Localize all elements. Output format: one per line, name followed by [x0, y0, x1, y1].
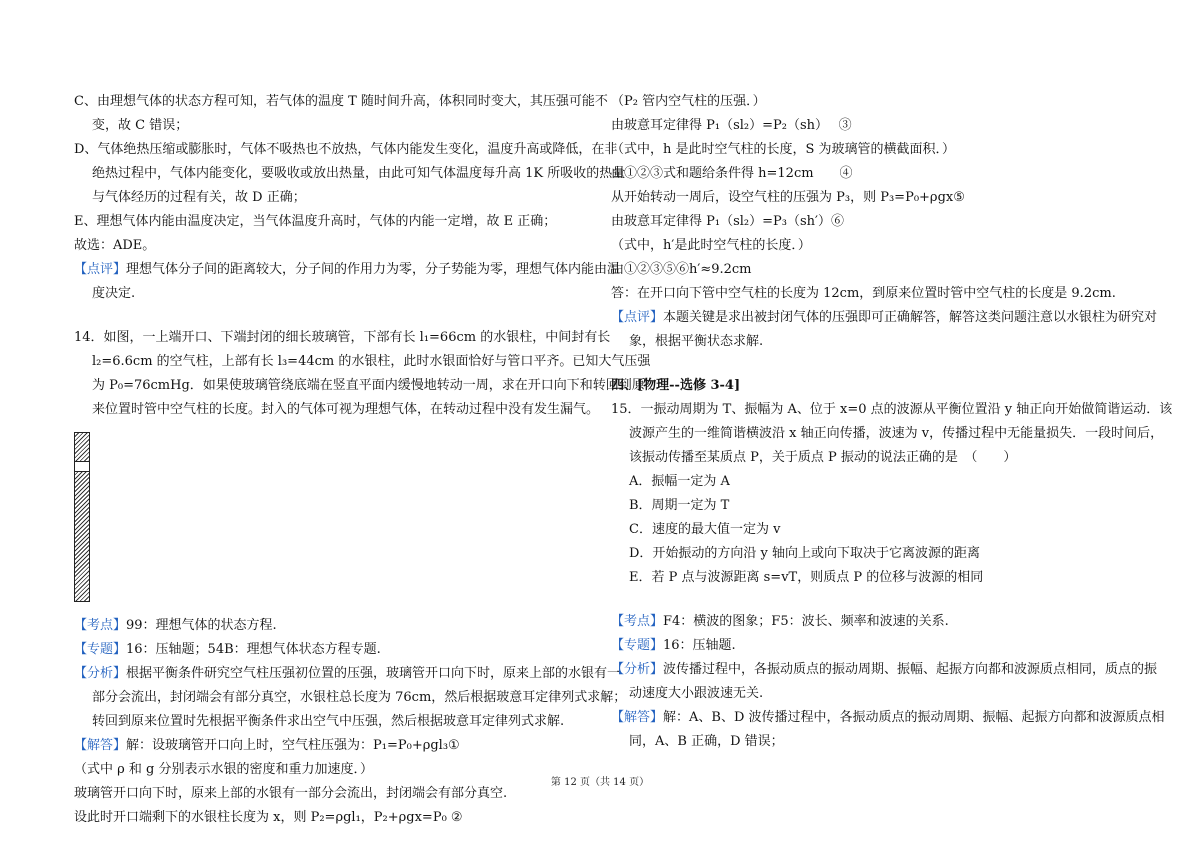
- q14-line4: 来位置时管中空气柱的长度。封入的气体可视为理想气体，在转动过程中没有发生漏气。: [92, 402, 600, 417]
- jieda-text: 解：设玻璃管开口向上时，空气柱压强为：P₁=P₀+ρgl₃①: [126, 738, 460, 753]
- jieda-line: [74, 734, 590, 758]
- zhuanti2-tag: 【专题】: [611, 638, 664, 653]
- fenxi-tag: 【分析】: [74, 666, 127, 681]
- option-e-line: E、理想气体内能由温度决定，当气体温度升高时，气体的内能一定增，故 E 正确；: [74, 214, 557, 229]
- q15-line2: 波源产生的一维简谐横波沿 x 轴正向传播，波速为 v，传播过程中无能量损失．一段时间后，: [629, 426, 1164, 441]
- zhuanti2-line: [611, 634, 1131, 658]
- option-b: B．周期一定为 T: [629, 498, 730, 513]
- jieda-tag: 【解答】: [74, 738, 127, 753]
- solution-line2: 玻璃管开口向下时，原来上部的水银有一部分会流出，封闭端会有部分真空.: [74, 786, 508, 801]
- kaodian-line: [74, 614, 590, 638]
- zhuanti-text: 16：压轴题；54B：理想气体状态方程专题.: [126, 642, 381, 657]
- section-title: 四、[物理--选修 3-4]: [611, 378, 741, 393]
- sol-r-line7: （式中，h′是此时空气柱的长度．）: [611, 238, 811, 253]
- answer-line: 故选：ADE。: [74, 238, 156, 253]
- review-text1: 理想气体分子间的距离较大，分子间的作用力为零，分子势能为零，理想气体内能由温: [126, 262, 621, 277]
- fenxi-line1: [74, 662, 621, 686]
- q14-line2: l₂=6.6cm 的空气柱，上部有长 l₃=44cm 的水银柱，此时水银面恰好与管口平齐。已知大气压强: [92, 354, 651, 369]
- fenxi2-line2: 动速度大小跟波速无关.: [629, 686, 764, 701]
- option-c: C．速度的最大值一定为 v: [629, 522, 781, 537]
- option-c-line2: 变，故 C 错误；: [92, 118, 189, 133]
- right-column: [611, 90, 1173, 754]
- sol-r-line3: （式中，h 是此时空气柱的长度，S 为玻璃管的横截面积．）: [611, 142, 956, 157]
- review-line2: 度决定.: [92, 286, 136, 301]
- option-a: A．振幅一定为 A: [629, 474, 730, 489]
- air-column: [75, 461, 89, 472]
- sol-r-line1: （P₂ 管内空气柱的压强．）: [611, 94, 766, 109]
- review2-line1: [611, 306, 1158, 330]
- page-footer: 第 12 页（共 14 页）: [550, 777, 650, 788]
- fenxi-line3: 转回到原来位置时先根据平衡条件求出空气中压强，然后根据玻意耳定律列式求解.: [92, 714, 565, 729]
- option-d: D．开始振动的方向沿 y 轴向上或向下取决于它离波源的距离: [629, 546, 981, 561]
- sol-r-line2: 由玻意耳定律得 P₁（sl₂）=P₂（sh） ③: [611, 118, 852, 133]
- review2-line2: 象，根据平衡状态求解.: [629, 334, 764, 349]
- sol-r-line9: 答：在开口向下管中空气柱的长度为 12cm，到原来位置时管中空气柱的长度是 9.2cm.: [611, 286, 1116, 301]
- fenxi2-line1: [611, 658, 1158, 682]
- sol-r-line5: 从开始转动一周后，设空气柱的压强为 P₃，则 P₃=P₀+ρgx⑤: [611, 190, 965, 205]
- kaodian2-text: F4：横波的图象；F5：波长、频率和波速的关系.: [663, 614, 949, 629]
- q14-line3: 为 P₀=76cmHg．如果使玻璃管绕底端在竖直平面内缓慢地转动一周，求在开口向下和转回到原: [92, 378, 645, 393]
- option-d-line1: D、气体绝热压缩或膨胀时，气体不吸热也不放热，气体内能发生变化，温度升高或降低，在非: [74, 142, 618, 157]
- jieda2-line2: 同，A、B 正确，D 错误；: [629, 734, 784, 749]
- glass-tube-figure: [74, 432, 90, 602]
- review-line1: [74, 258, 621, 282]
- jieda2-text1: 解：A、B、D 波传播过程中，各振动质点的振动周期、振幅、起振方向都和波源质点相: [663, 710, 1165, 725]
- kaodian2-line: [611, 610, 1131, 634]
- zhuanti-line: [74, 638, 590, 662]
- fenxi2-tag: 【分析】: [611, 662, 664, 677]
- kaodian2-tag: 【考点】: [611, 614, 664, 629]
- jieda2-tag: 【解答】: [611, 710, 664, 725]
- fenxi-line2: 部分会流出，封闭端会有部分真空，水银柱总长度为 76cm，然后根据玻意耳定律列式求解；: [92, 690, 627, 705]
- zhuanti2-text: 16：压轴题.: [663, 638, 736, 653]
- solution-line3: 设此时开口端剩下的水银柱长度为 x，则 P₂=ρgl₁，P₂+ρgx=P₀ ②: [74, 810, 463, 825]
- sol-r-line4: 由①②③式和题给条件得 h=12cm ④: [611, 166, 853, 181]
- review2-tag: 【点评】: [611, 310, 664, 325]
- zhuanti-tag: 【专题】: [74, 642, 127, 657]
- fenxi-text1: 根据平衡条件研究空气柱压强初位置的压强，玻璃管开口向下时，原来上部的水银有一: [126, 666, 621, 681]
- q14-line1: 14．如图，一上端开口、下端封闭的细长玻璃管，下部有长 l₁=66cm 的水银柱，中间封有长: [74, 330, 611, 345]
- kaodian-tag: 【考点】: [74, 618, 127, 633]
- review2-text1: 本题关键是求出被封闭气体的压强即可正确解答，解答这类问题注意以水银柱为研究对: [663, 310, 1158, 325]
- q15-line1: 15．一振动周期为 T、振幅为 A、位于 x=0 点的波源从平衡位置沿 y 轴正向开始做简谐运动．该: [611, 402, 1173, 417]
- solution-line1: （式中 ρ 和 g 分别表示水银的密度和重力加速度．）: [74, 762, 373, 777]
- q15-line3: 该振动传播至某质点 P，关于质点 P 振动的说法正确的是 （ ）: [629, 450, 1017, 465]
- option-e: E．若 P 点与波源距离 s=vT，则质点 P 的位移与波源的相同: [629, 570, 984, 585]
- fenxi2-text1: 波传播过程中，各振动质点的振动周期、振幅、起振方向都和波源质点相同，质点的振: [663, 662, 1158, 677]
- jieda2-line1: [611, 706, 1165, 730]
- sol-r-line6: 由玻意耳定律得 P₁（sl₂）=P₃（sh′）⑥: [611, 214, 844, 229]
- review-tag: 【点评】: [74, 262, 127, 277]
- option-c-line1: C、由理想气体的状态方程可知，若气体的温度 T 随时间升高，体积同时变大，其压强可能不: [74, 94, 608, 109]
- option-d-line2: 绝热过程中，气体内能变化，要吸收或放出热量，由此可知气体温度每升高 1K 所吸收的热量: [92, 166, 626, 181]
- option-d-line3: 与气体经历的过程有关，故 D 正确；: [92, 190, 306, 205]
- sol-r-line8: 由①②③⑤⑥h′≈9.2cm: [611, 262, 752, 277]
- kaodian-text: 99：理想气体的状态方程.: [126, 618, 277, 633]
